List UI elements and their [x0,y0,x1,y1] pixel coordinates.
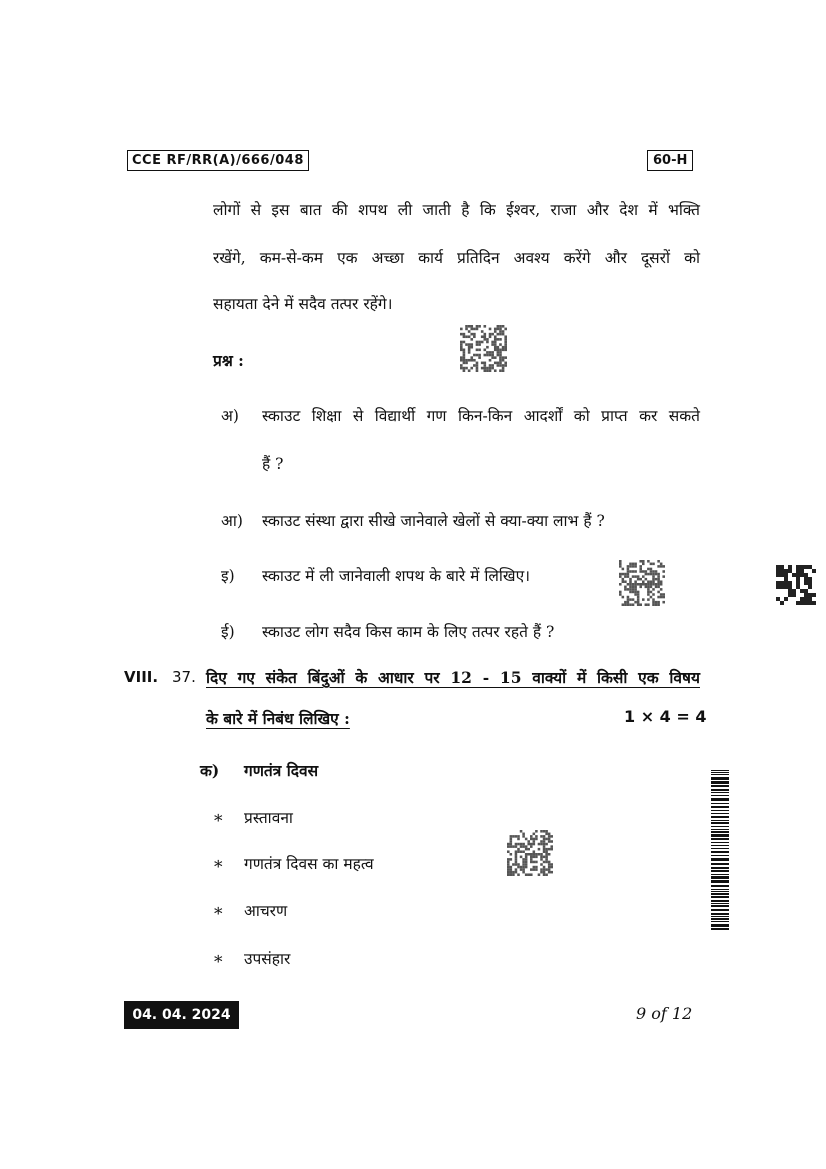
bullet-icon: ⁎ [214,947,223,967]
sub-question-marker-i: इ) [221,567,235,585]
essay-point-2: गणतंत्र दिवस का महत्व [244,855,374,873]
sub-question-marker-ii: ई) [221,623,235,641]
sub-question-marker-a: अ) [221,407,239,425]
essay-instruction-line-1: दिए गए संकेत बिंदुओं के आधार पर 12 - 15 वाक्यों में किसी एक विषय [206,668,700,687]
qr-code-image [619,560,665,606]
essay-point-3: आचरण [244,902,288,920]
page-number: 9 of 12 [636,1004,693,1023]
bullet-icon: ⁎ [214,899,223,919]
essay-instruction-line-2: के बारे में निबंध लिखिए : [206,709,350,728]
bullet-icon: ⁎ [214,806,223,826]
exam-date: 04. 04. 2024 [124,1001,239,1029]
sub-question-a-line-1: स्काउट शिक्षा से विद्यार्थी गण किन-किन आदर्शों को प्राप्त कर सकते [262,407,700,425]
marks-allocation: 1 × 4 = 4 [624,707,707,726]
sub-question-ii: स्काउट लोग सदैव किस काम के लिए तत्पर रहते हैं ? [262,623,555,641]
section-number: VIII. [124,668,159,686]
sub-question-marker-aa: आ) [221,512,243,530]
essay-topic: गणतंत्र दिवस [244,761,319,780]
side-qr-code-image [776,565,816,605]
sub-question-aa: स्काउट संस्था द्वारा सीखे जानेवाले खेलों से क्या-क्या लाभ हैं ? [262,512,605,530]
qr-code-image [507,830,553,876]
sub-question-a-line-2: हैं ? [262,455,284,473]
essay-topic-marker: क) [200,761,220,780]
sub-question-i: स्काउट में ली जानेवाली शपथ के बारे में लिखिए। [262,567,531,585]
essay-point-4: उपसंहार [244,950,291,968]
qr-code-image [460,325,507,372]
question-number: 37. [172,668,196,686]
paper-code: CCE RF/RR(A)/666/048 [127,150,309,171]
passage-line-3: सहायता देने में सदैव तत्पर रहेंगे। [213,295,393,313]
bullet-icon: ⁎ [214,852,223,872]
questions-label: प्रश्न : [213,351,244,370]
passage-line-1: लोगों से इस बात की शपथ ली जाती है कि ईश्वर, राजा और देश में भक्ति [213,201,700,219]
subject-code: 60-H [647,150,693,171]
essay-point-1: प्रस्तावना [244,809,293,827]
passage-line-2: रखेंगे, कम-से-कम एक अच्छा कार्य प्रतिदिन अवश्य करेंगे और दूसरों को [213,249,700,267]
barcode-image [711,770,729,930]
